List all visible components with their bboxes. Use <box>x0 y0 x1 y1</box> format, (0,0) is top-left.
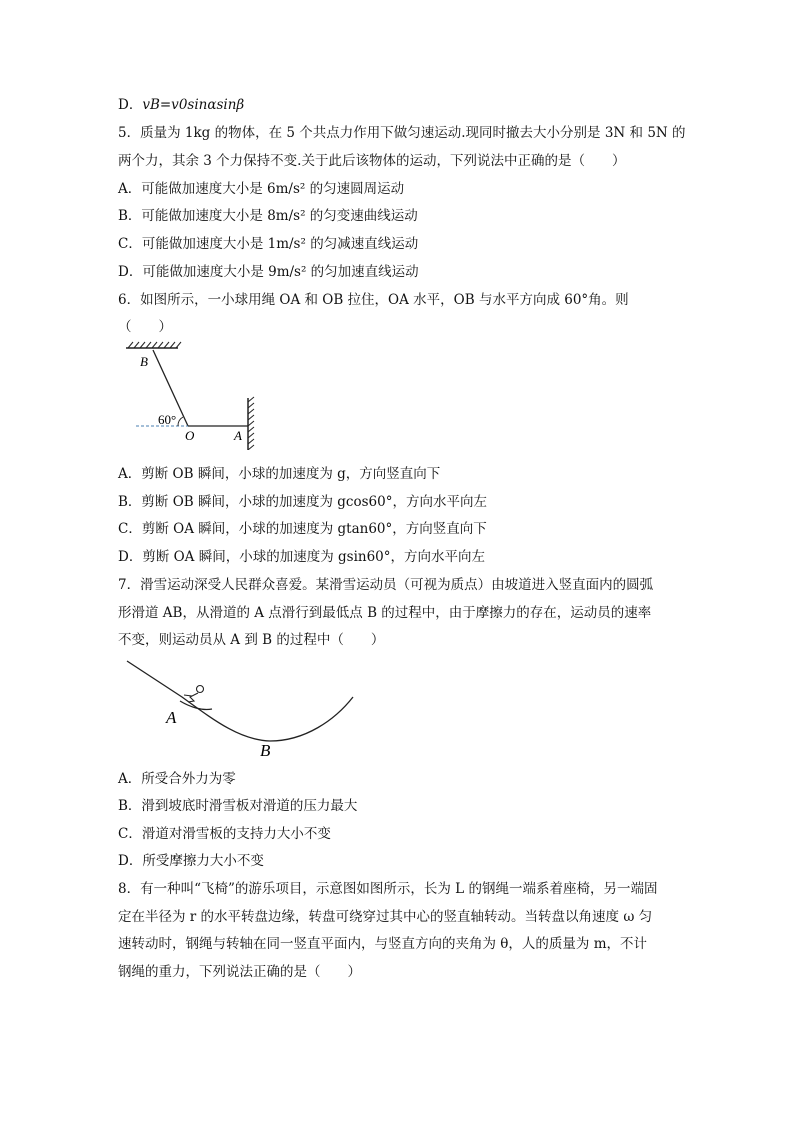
q5-option-b: B．可能做加速度大小是 8m/s² 的匀变速曲线运动 <box>118 208 418 224</box>
q8-stem-line1: 8．有一种叫“飞椅”的游乐项目，示意图如图所示，长为 L 的钢绳一端系着座椅，另一端固 <box>118 881 658 897</box>
q7-ski-slope-figure <box>120 655 370 765</box>
q6-option-c: C．剪断 OA 瞬间，小球的加速度为 gtan60°，方向竖直向下 <box>118 521 487 537</box>
wall-hatch <box>248 397 254 450</box>
ski-track-curve <box>127 661 353 741</box>
q7-option-a: A．所受合外力为零 <box>118 771 236 787</box>
q5-option-c: C．可能做加速度大小是 1m/s² 的匀减速直线运动 <box>118 236 419 252</box>
label-o: O <box>185 428 195 443</box>
q7-option-d: D．所受摩擦力大小不变 <box>118 853 264 869</box>
q7-option-c: C．滑道对滑雪板的支持力大小不变 <box>118 826 331 842</box>
label-a: A <box>166 708 177 727</box>
q6-rope-figure <box>120 340 270 450</box>
label-b: B <box>260 741 271 760</box>
q8-stem-line2: 定在半径为 r 的水平转盘边缘，转盘可绕穿过其中心的竖直轴转动。当转盘以角速度 ω 匀 <box>118 909 653 925</box>
q5-option-d: D．可能做加速度大小是 9m/s² 的匀加速直线运动 <box>118 264 419 280</box>
q6-option-d: D．剪断 OA 瞬间，小球的加速度为 gsin60°，方向水平向左 <box>118 549 486 565</box>
q7-stem-line2: 形滑道 AB，从滑道的 A 点滑行到最低点 B 的过程中，由于摩擦力的存在，运动员的速率 <box>118 605 652 621</box>
q5-stem-line2: 两个力，其余 3 个力保持不变.关于此后该物体的运动，下列说法中正确的是（ ） <box>118 153 626 169</box>
q7-stem-line3: 不变，则运动员从 A 到 B 的过程中（ ） <box>118 632 385 648</box>
q5-option-a: A．可能做加速度大小是 6m/s² 的匀速圆周运动 <box>118 181 405 197</box>
q6-option-b: B．剪断 OB 瞬间，小球的加速度为 gcos60°，方向水平向左 <box>118 494 487 510</box>
q4-option-d <box>118 96 244 114</box>
ceiling-hatch <box>128 342 181 348</box>
q4-option-d-prefix: D． <box>118 97 143 113</box>
q8-stem-line3: 速转动时，钢绳与转轴在同一竖直平面内，与竖直方向的夹角为 θ，人的质量为 m，不计 <box>118 936 648 952</box>
q6-option-a: A．剪断 OB 瞬间，小球的加速度为 g，方向竖直向下 <box>118 466 441 482</box>
q6-stem-line2: （ ） <box>118 319 172 335</box>
label-a: A <box>234 428 242 443</box>
q7-option-b: B．滑到坡底时滑雪板对滑道的压力最大 <box>118 798 358 814</box>
skier-icon <box>180 686 212 710</box>
label-b: B <box>140 354 148 369</box>
q8-stem-line4: 钢绳的重力，下列说法正确的是（ ） <box>118 964 361 980</box>
angle-arc <box>178 417 183 426</box>
q5-stem-line1: 5．质量为 1kg 的物体，在 5 个共点力作用下做匀速运动.现同时撤去大小分别是 3N 和 5N 的 <box>118 125 686 141</box>
label-angle: 60° <box>158 412 177 427</box>
q7-stem-line1: 7．滑雪运动深受人民群众喜爱。某滑雪运动员（可视为质点）由坡道进入竖直面内的圆弧 <box>118 577 654 593</box>
q6-stem-line1: 6．如图所示，一小球用绳 OA 和 OB 拉住，OA 水平，OB 与水平方向成 60°角。则 <box>118 292 629 308</box>
q4-option-d-formula: vB=v0sinαsinβ <box>142 97 245 113</box>
